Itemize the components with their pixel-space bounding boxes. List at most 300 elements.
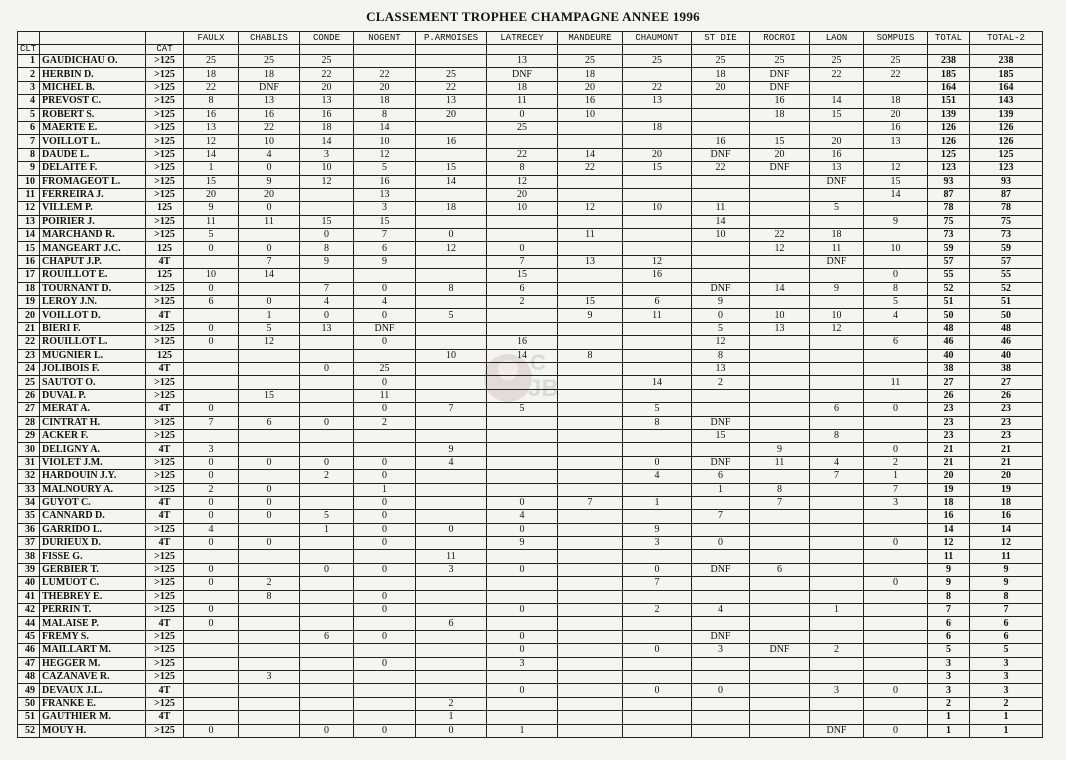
score-cell — [750, 510, 810, 523]
total-cell: 48 — [928, 322, 970, 335]
table-row — [18, 724, 1043, 737]
score-cell — [750, 255, 810, 268]
score-cell: 15 — [692, 429, 750, 442]
score-cell: DNF — [692, 563, 750, 576]
rider-name-cell: PERRIN T. — [40, 604, 146, 617]
rider-name-cell: VOILLOT L. — [40, 135, 146, 148]
score-cell — [184, 429, 239, 442]
score-cell: 7 — [416, 403, 487, 416]
score-cell: 8 — [692, 349, 750, 362]
score-cell — [810, 188, 864, 201]
rider-name-cell: HARDOUIN J.Y. — [40, 470, 146, 483]
score-cell: 14 — [184, 148, 239, 161]
score-cell: 0 — [487, 630, 558, 643]
score-cell: 4 — [487, 510, 558, 523]
rank-cell: 14 — [18, 229, 40, 242]
rider-name-cell: MAERTE E. — [40, 121, 146, 134]
ranking-table — [17, 31, 1043, 738]
total-cell: 2 — [928, 697, 970, 710]
score-cell: 0 — [184, 537, 239, 550]
score-cell — [487, 362, 558, 375]
total-cell: 3 — [970, 670, 1043, 683]
score-cell — [623, 188, 692, 201]
category-cell: 4T — [146, 617, 184, 630]
score-cell: 12 — [864, 162, 928, 175]
score-cell: 10 — [487, 202, 558, 215]
score-cell: 0 — [239, 510, 300, 523]
score-cell: 8 — [354, 108, 416, 121]
score-cell: 14 — [300, 135, 354, 148]
score-cell: 20 — [487, 188, 558, 201]
score-cell — [623, 429, 692, 442]
rider-name-cell: MAILLART M. — [40, 644, 146, 657]
score-cell — [487, 617, 558, 630]
score-cell: 6 — [810, 403, 864, 416]
table-row — [18, 670, 1043, 683]
total-cell: 78 — [970, 202, 1043, 215]
score-cell: 15 — [623, 162, 692, 175]
table-row — [18, 711, 1043, 724]
score-cell — [300, 617, 354, 630]
score-cell: 15 — [487, 269, 558, 282]
score-cell: 11 — [487, 95, 558, 108]
score-cell — [300, 644, 354, 657]
score-cell — [623, 215, 692, 228]
score-cell: 2 — [623, 604, 692, 617]
table-row — [18, 389, 1043, 402]
score-cell: 3 — [487, 657, 558, 670]
score-cell — [623, 322, 692, 335]
score-cell: 6 — [184, 296, 239, 309]
score-cell — [810, 296, 864, 309]
score-cell — [416, 376, 487, 389]
rank-cell: 3 — [18, 81, 40, 94]
total-cell: 9 — [928, 563, 970, 576]
total-cell: 73 — [928, 229, 970, 242]
score-cell: 20 — [558, 81, 623, 94]
score-cell: 11 — [416, 550, 487, 563]
score-cell — [864, 81, 928, 94]
category-cell: >125 — [146, 483, 184, 496]
svg-text:JB: JB — [528, 375, 559, 402]
score-cell: 0 — [864, 269, 928, 282]
score-cell — [416, 496, 487, 509]
score-cell — [692, 255, 750, 268]
score-cell — [623, 242, 692, 255]
rank-cell: 24 — [18, 362, 40, 375]
score-cell — [750, 590, 810, 603]
score-cell: 8 — [239, 590, 300, 603]
score-cell: 2 — [300, 470, 354, 483]
score-cell: 0 — [184, 456, 239, 469]
total-cell: 16 — [928, 510, 970, 523]
table-row — [18, 202, 1043, 215]
total-cell: 46 — [928, 336, 970, 349]
score-cell: 2 — [239, 577, 300, 590]
category-cell: 4T — [146, 443, 184, 456]
category-cell: >125 — [146, 81, 184, 94]
rider-name-cell: MOUY H. — [40, 724, 146, 737]
score-cell — [623, 108, 692, 121]
table-row — [18, 108, 1043, 121]
score-cell: 18 — [623, 121, 692, 134]
score-cell — [300, 389, 354, 402]
score-cell — [239, 684, 300, 697]
score-cell — [558, 577, 623, 590]
score-cell — [487, 443, 558, 456]
category-cell: >125 — [146, 577, 184, 590]
score-cell: 0 — [239, 242, 300, 255]
score-cell: 0 — [864, 537, 928, 550]
table-row — [18, 349, 1043, 362]
score-cell — [416, 537, 487, 550]
score-cell — [184, 711, 239, 724]
score-cell: 2 — [864, 456, 928, 469]
score-cell: 14 — [864, 188, 928, 201]
score-cell — [416, 577, 487, 590]
score-cell: 7 — [300, 282, 354, 295]
header-cell: MANDEURE — [558, 32, 623, 45]
score-cell: 10 — [239, 135, 300, 148]
score-cell — [558, 336, 623, 349]
score-cell — [750, 724, 810, 737]
rank-cell: 10 — [18, 175, 40, 188]
score-cell — [416, 604, 487, 617]
score-cell: 0 — [487, 563, 558, 576]
total-cell: 51 — [970, 296, 1043, 309]
score-cell: 7 — [184, 416, 239, 429]
rider-name-cell: LUMUOT C. — [40, 577, 146, 590]
score-cell — [810, 697, 864, 710]
rank-cell: 28 — [18, 416, 40, 429]
total-cell: 21 — [928, 456, 970, 469]
score-cell — [184, 550, 239, 563]
score-cell: 7 — [558, 496, 623, 509]
score-cell — [810, 362, 864, 375]
svg-text:C: C — [530, 350, 546, 375]
score-cell — [416, 429, 487, 442]
score-cell — [300, 349, 354, 362]
score-cell — [184, 644, 239, 657]
score-cell — [300, 202, 354, 215]
score-cell: 0 — [300, 724, 354, 737]
rank-cell: 22 — [18, 336, 40, 349]
score-cell: 0 — [692, 309, 750, 322]
score-cell: 9 — [750, 443, 810, 456]
score-cell — [558, 537, 623, 550]
score-cell — [239, 349, 300, 362]
score-cell — [810, 657, 864, 670]
category-cell: >125 — [146, 429, 184, 442]
rider-name-cell: HEGGER M. — [40, 657, 146, 670]
score-cell: 0 — [354, 309, 416, 322]
score-cell — [184, 309, 239, 322]
score-cell: 7 — [354, 229, 416, 242]
score-cell — [558, 470, 623, 483]
score-cell: 25 — [416, 68, 487, 81]
score-cell: 0 — [354, 604, 416, 617]
rider-name-cell: CAZANAVE R. — [40, 670, 146, 683]
score-cell: 18 — [558, 68, 623, 81]
score-cell: 1 — [864, 470, 928, 483]
table-row — [18, 563, 1043, 576]
score-cell — [239, 429, 300, 442]
score-cell: 15 — [864, 175, 928, 188]
score-cell — [487, 550, 558, 563]
score-cell: 20 — [300, 81, 354, 94]
table-row — [18, 55, 1043, 68]
score-cell — [810, 416, 864, 429]
total-cell: 238 — [928, 55, 970, 68]
category-cell: >125 — [146, 229, 184, 242]
score-cell — [184, 362, 239, 375]
total-cell: 126 — [928, 121, 970, 134]
score-cell: 20 — [692, 81, 750, 94]
category-cell: 125 — [146, 349, 184, 362]
score-cell — [692, 121, 750, 134]
total-cell: 8 — [928, 590, 970, 603]
score-cell — [623, 670, 692, 683]
score-cell: 3 — [692, 644, 750, 657]
total-cell: 164 — [970, 81, 1043, 94]
score-cell — [416, 416, 487, 429]
score-cell — [750, 416, 810, 429]
score-cell: 2 — [487, 296, 558, 309]
score-cell — [750, 470, 810, 483]
score-cell: 5 — [416, 309, 487, 322]
score-cell — [487, 376, 558, 389]
total-cell: 3 — [928, 684, 970, 697]
total-cell: 75 — [970, 215, 1043, 228]
score-cell: 1 — [184, 162, 239, 175]
score-cell — [300, 590, 354, 603]
score-cell — [558, 188, 623, 201]
score-cell — [184, 657, 239, 670]
score-cell — [300, 269, 354, 282]
score-cell — [864, 416, 928, 429]
score-cell: 4 — [239, 148, 300, 161]
score-cell: 1 — [810, 604, 864, 617]
table-row — [18, 617, 1043, 630]
score-cell: 12 — [623, 255, 692, 268]
score-cell: 9 — [558, 309, 623, 322]
score-cell — [692, 550, 750, 563]
total-cell: 59 — [970, 242, 1043, 255]
score-cell: 0 — [184, 724, 239, 737]
score-cell: 8 — [300, 242, 354, 255]
total-cell: 185 — [928, 68, 970, 81]
category-cell: >125 — [146, 670, 184, 683]
score-cell: 18 — [487, 81, 558, 94]
score-cell — [416, 684, 487, 697]
total-cell: 6 — [970, 617, 1043, 630]
score-cell: 9 — [300, 255, 354, 268]
score-cell: 18 — [692, 68, 750, 81]
total-cell: 26 — [928, 389, 970, 402]
score-cell: 0 — [354, 282, 416, 295]
score-cell: 6 — [623, 296, 692, 309]
total-cell: 57 — [928, 255, 970, 268]
score-cell: 13 — [300, 95, 354, 108]
score-cell — [416, 644, 487, 657]
score-cell — [810, 349, 864, 362]
score-cell — [864, 429, 928, 442]
score-cell — [864, 604, 928, 617]
score-cell: 10 — [300, 162, 354, 175]
rider-name-cell: MICHEL B. — [40, 81, 146, 94]
score-cell: 13 — [692, 362, 750, 375]
score-cell: 15 — [416, 162, 487, 175]
score-cell: 12 — [487, 175, 558, 188]
score-cell — [810, 336, 864, 349]
score-cell: 25 — [810, 55, 864, 68]
score-cell: 12 — [750, 242, 810, 255]
score-cell — [416, 470, 487, 483]
score-cell — [750, 670, 810, 683]
score-cell: 0 — [354, 336, 416, 349]
total-cell: 23 — [970, 416, 1043, 429]
score-cell: 1 — [623, 496, 692, 509]
score-cell — [239, 362, 300, 375]
score-cell — [558, 590, 623, 603]
score-cell: 15 — [810, 108, 864, 121]
total-cell: 2 — [970, 697, 1043, 710]
score-cell — [300, 711, 354, 724]
score-cell: 8 — [416, 282, 487, 295]
score-cell — [416, 296, 487, 309]
rider-name-cell: MALAISE P. — [40, 617, 146, 630]
score-cell: 9 — [354, 255, 416, 268]
score-cell — [558, 510, 623, 523]
category-cell: 4T — [146, 309, 184, 322]
score-cell — [416, 215, 487, 228]
total-cell: 164 — [928, 81, 970, 94]
rank-cell: 31 — [18, 456, 40, 469]
score-cell: 13 — [239, 95, 300, 108]
score-cell — [750, 604, 810, 617]
score-cell: 16 — [623, 269, 692, 282]
score-cell: 9 — [864, 215, 928, 228]
table-row — [18, 175, 1043, 188]
total-cell: 38 — [970, 362, 1043, 375]
score-cell: 10 — [623, 202, 692, 215]
score-cell: 18 — [239, 68, 300, 81]
score-cell — [692, 443, 750, 456]
rank-cell: 15 — [18, 242, 40, 255]
score-cell: 18 — [416, 202, 487, 215]
category-cell: 125 — [146, 202, 184, 215]
score-cell — [487, 135, 558, 148]
score-cell — [623, 135, 692, 148]
score-cell — [300, 657, 354, 670]
table-row — [18, 697, 1043, 710]
category-cell: >125 — [146, 95, 184, 108]
table-row — [18, 255, 1043, 268]
total-cell: 19 — [928, 483, 970, 496]
table-row — [18, 296, 1043, 309]
score-cell — [354, 550, 416, 563]
score-cell — [750, 376, 810, 389]
table-row — [18, 81, 1043, 94]
ranking-sheet — [17, 31, 1042, 738]
score-cell: 4 — [354, 296, 416, 309]
score-cell — [558, 376, 623, 389]
score-cell: 6 — [416, 617, 487, 630]
score-cell — [810, 215, 864, 228]
score-cell — [810, 376, 864, 389]
score-cell: 3 — [623, 537, 692, 550]
rank-cell: 37 — [18, 537, 40, 550]
rank-cell: 27 — [18, 403, 40, 416]
category-cell: >125 — [146, 630, 184, 643]
score-cell — [623, 697, 692, 710]
table-row — [18, 644, 1043, 657]
score-cell — [810, 711, 864, 724]
score-cell — [239, 711, 300, 724]
score-cell — [239, 630, 300, 643]
total-cell: 6 — [928, 617, 970, 630]
score-cell — [487, 470, 558, 483]
rank-cell: 42 — [18, 604, 40, 617]
score-cell: 11 — [750, 456, 810, 469]
total-cell: 21 — [970, 456, 1043, 469]
score-cell: 0 — [239, 296, 300, 309]
score-cell — [558, 711, 623, 724]
score-cell — [692, 403, 750, 416]
score-cell — [558, 724, 623, 737]
score-cell: 13 — [416, 95, 487, 108]
total-cell: 126 — [928, 135, 970, 148]
score-cell — [558, 644, 623, 657]
rider-name-cell: LEROY J.N. — [40, 296, 146, 309]
score-cell — [864, 563, 928, 576]
score-cell: 16 — [692, 135, 750, 148]
score-cell — [354, 697, 416, 710]
rank-cell: 2 — [18, 68, 40, 81]
rider-name-cell: JOLIBOIS F. — [40, 362, 146, 375]
score-cell: 7 — [810, 470, 864, 483]
rider-name-cell: BIERI F. — [40, 322, 146, 335]
score-cell: DNF — [487, 68, 558, 81]
score-cell: 13 — [558, 255, 623, 268]
score-cell — [623, 711, 692, 724]
rank-cell: 35 — [18, 510, 40, 523]
score-cell: 25 — [692, 55, 750, 68]
score-cell — [487, 229, 558, 242]
score-cell: 22 — [300, 68, 354, 81]
score-cell: 20 — [416, 108, 487, 121]
score-cell: 1 — [416, 711, 487, 724]
score-cell — [864, 523, 928, 536]
total-cell: 126 — [970, 135, 1043, 148]
score-cell — [300, 336, 354, 349]
score-cell — [300, 684, 354, 697]
score-cell — [558, 563, 623, 576]
header-cell: LATRECEY — [487, 32, 558, 45]
total-cell: 20 — [970, 470, 1043, 483]
subheader-row — [18, 45, 1043, 55]
score-cell — [692, 697, 750, 710]
score-cell — [864, 657, 928, 670]
score-cell: 13 — [487, 55, 558, 68]
score-cell: 6 — [864, 336, 928, 349]
score-cell — [558, 416, 623, 429]
score-cell: 18 — [300, 121, 354, 134]
category-cell: >125 — [146, 470, 184, 483]
table-row — [18, 577, 1043, 590]
score-cell — [623, 630, 692, 643]
total-cell: 23 — [928, 416, 970, 429]
